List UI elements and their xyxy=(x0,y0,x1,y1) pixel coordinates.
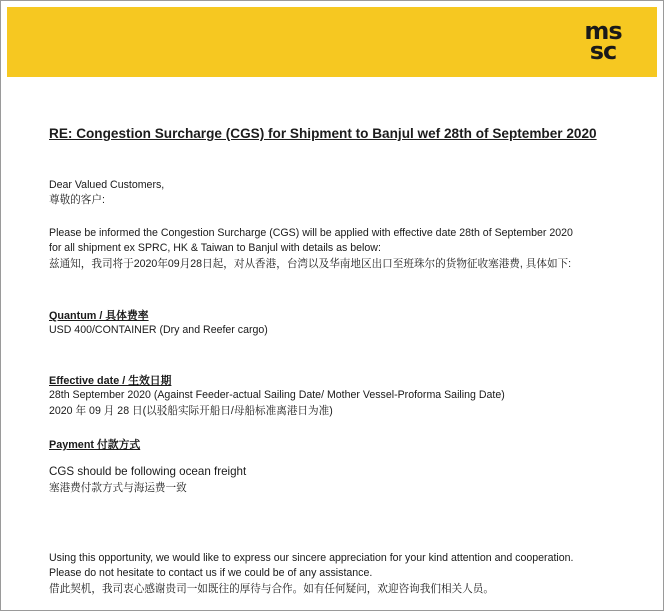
closing-line-1: Using this opportunity, we would like to express our sincere appreciation for your kind attention and cooperation. xyxy=(49,552,574,564)
payment-zh: 塞港费付款方式与海运费一致 xyxy=(49,482,187,494)
logo-line-2: sc xyxy=(589,37,617,65)
quantum-value: USD 400/CONTAINER (Dry and Reefer cargo) xyxy=(49,324,268,336)
header-banner xyxy=(7,7,657,77)
effective-heading: Effective date / 生效日期 xyxy=(49,375,172,387)
payment-heading: Payment 付款方式 xyxy=(49,439,141,451)
greeting-en: Dear Valued Customers, xyxy=(49,179,165,191)
effective-en: 28th September 2020 (Against Feeder-actual Sailing Date/ Mother Vessel-Proforma Sailing Date) xyxy=(49,389,505,401)
msc-logo xyxy=(581,17,625,67)
greeting-zh: 尊敬的客户: xyxy=(49,194,105,206)
letter-title: RE: Congestion Surcharge (CGS) for Shipment to Banjul wef 28th of September 2020 xyxy=(49,126,597,141)
closing-zh: 借此契机，我司衷心感谢贵司一如既往的厚待与合作。如有任何疑问，欢迎咨询我们相关人员。 xyxy=(49,583,494,595)
effective-zh: 2020 年 09 月 28 日(以驳船实际开船日/母船标准离港日为准) xyxy=(49,405,333,417)
intro-line-2: for all shipment ex SPRC, HK & Taiwan to Banjul with details as below: xyxy=(49,242,381,254)
intro-line-1: Please be informed the Congestion Surcharge (CGS) will be applied with effective date 28th of September 2020 xyxy=(49,227,573,239)
closing-line-2: Please do not hesitate to contact us if we could be of any assistance. xyxy=(49,567,373,579)
quantum-heading: Quantum / 具体费率 xyxy=(49,310,149,322)
logo-line-1: ms xyxy=(584,17,622,45)
payment-en: CGS should be following ocean freight xyxy=(49,465,247,478)
intro-zh: 兹通知，我司将于2020年09月28日起，对从香港，台湾以及华南地区出口至班珠尔的货物征收塞港费, 具体如下: xyxy=(49,258,572,270)
